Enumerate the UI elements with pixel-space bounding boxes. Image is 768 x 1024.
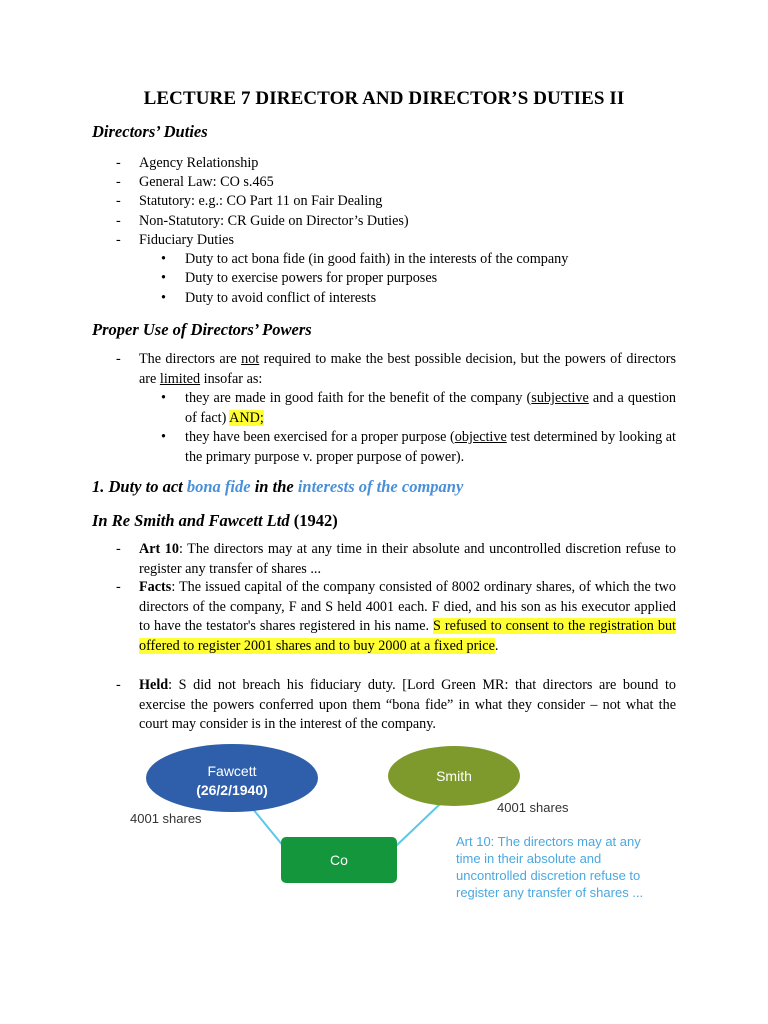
list-item: - Statutory: e.g.: CO Part 11 on Fair Dealing (116, 193, 383, 209)
case-art-item: - Art 10: The directors may at any time in their absolute and uncontrolled discretion refuse to register any transfer of shares ... (116, 541, 676, 577)
paragraph-item: - The directors are not required to make the best possible decision, but the powers of directors are limited insofar as: (116, 351, 676, 387)
case-held-item: - Held: S did not breach his fiduciary duty. [Lord Green MR: that directors are bound to exercise the powers conferred upon them “bona fide” in what they consider – not what the court may consider is in the interest of the company. (116, 677, 676, 733)
sub-list-item: • Duty to avoid conflict of interests (161, 290, 377, 306)
smith-name: Smith (436, 768, 472, 784)
art-note-line: time in their absolute and (456, 851, 602, 866)
case-facts-item: - Facts: The issued capital of the company consisted of 8002 ordinary shares, of which the two directors of the company, F and S held 4001 each. F died, and his son as his executor applied to have the testator's shares registered in his name. S refused to consent to the registration but offered to register 2001 shares and to buy 2000 at a fixed price. (116, 579, 676, 654)
art-note-line: register any transfer of shares ... (456, 885, 644, 900)
list-item: - Fiduciary Duties (116, 232, 234, 248)
section-heading-directors-duties: Directors’ Duties (92, 122, 208, 141)
list-item: - General Law: CO s.465 (116, 174, 274, 190)
section-heading-proper-use: Proper Use of Directors’ Powers (92, 320, 312, 339)
sub-list-item: • Duty to exercise powers for proper purposes (161, 270, 438, 286)
fawcett-shares: 4001 shares (130, 811, 202, 826)
sub-list-item: • they have been exercised for a proper purpose (objective test determined by looking at the primary purpose v. proper purpose of power). (161, 429, 676, 465)
case-heading: In Re Smith and Fawcett Ltd (1942) (92, 511, 338, 530)
fawcett-name: Fawcett (207, 763, 257, 779)
company-label: Co (330, 852, 348, 868)
section-heading-duty-bona-fide: 1. Duty to act bona fide in the interests of the company (92, 477, 464, 496)
page-title: LECTURE 7 DIRECTOR AND DIRECTOR’S DUTIES II (143, 88, 625, 109)
list-item: - Non-Statutory: CR Guide on Director’s Duties) (116, 213, 409, 229)
art-note-line: uncontrolled discretion refuse to (456, 868, 641, 883)
art-note-line: Art 10: The directors may at any (456, 834, 641, 849)
smith-shares: 4001 shares (497, 800, 569, 815)
shareholding-diagram (0, 740, 768, 920)
smith-connector (396, 804, 440, 846)
list-item: - Agency Relationship (116, 155, 259, 171)
sub-list-item: • they are made in good faith for the benefit of the company (subjective and a question of fact) AND; (161, 390, 677, 426)
fawcett-date: (26/2/1940) (196, 782, 268, 798)
sub-list-item: • Duty to act bona fide (in good faith) in the interests of the company (161, 251, 569, 267)
